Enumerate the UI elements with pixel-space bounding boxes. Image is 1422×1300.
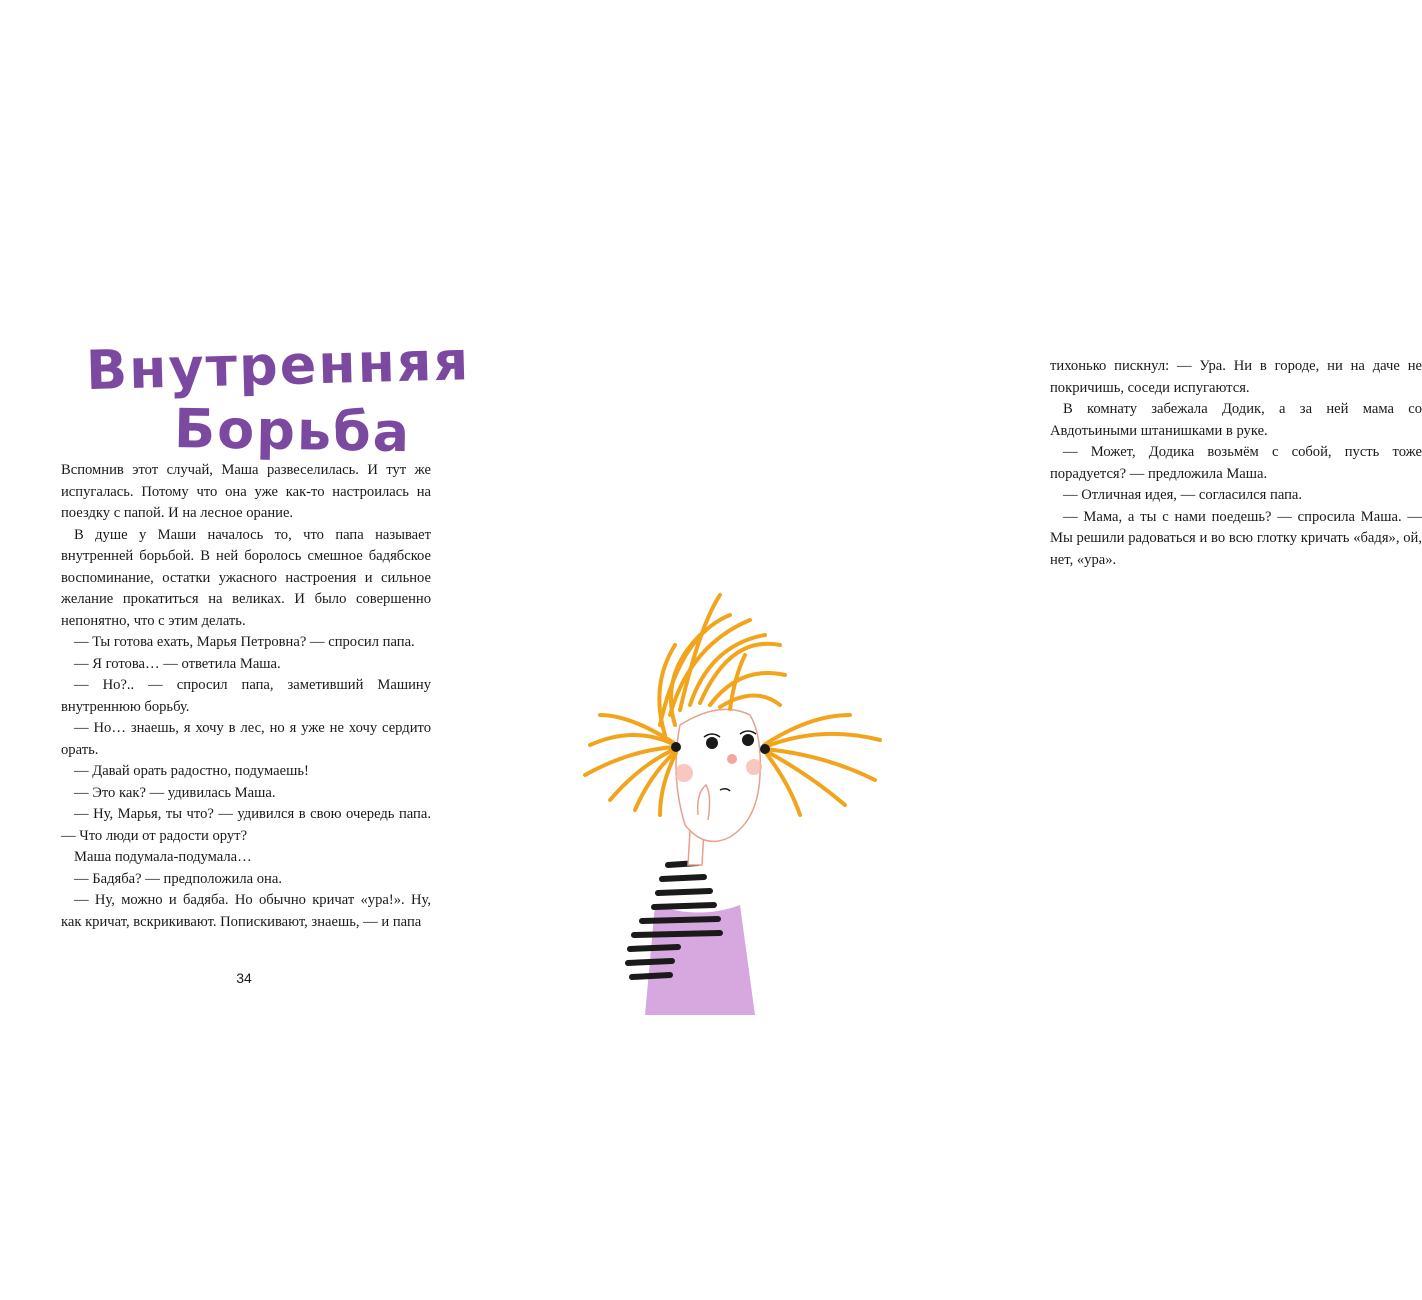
paragraph: — Я готова… — ответила Маша. xyxy=(74,655,281,672)
left-page xyxy=(0,0,500,1300)
left-page-text xyxy=(61,460,431,933)
paragraph: — Но… знаешь, я хочу в лес, но я уже не хочу сердито орать. xyxy=(61,720,431,758)
paragraph: В комнату забежала Додик, а за ней мама со Авдотьиными штанишками в руке. xyxy=(1050,401,1422,439)
page-number: 34 xyxy=(236,970,252,986)
paragraph: — Отличная идея, — согласился папа. xyxy=(1063,487,1303,503)
paragraph: В душе у Маши началось то, что папа называет внутренней борьбой. В ней боролось смешное бадябское воспоминание, остатки ужасного настроения и сильное желание прокатиться на великах. И было совершенно непонятно, что с этим делать. xyxy=(61,526,431,629)
chapter-title-line1: Внутренняя xyxy=(85,329,471,403)
girl-illustration-icon xyxy=(580,575,890,1015)
paragraph: — Давай орать радостно, подумаешь! xyxy=(74,763,309,779)
paragraph: Маша подумала-подумала… xyxy=(74,849,252,865)
paragraph: — Может, Додика возьмём с собой, пусть тоже порадуется? — предложила Маша. xyxy=(1050,444,1422,482)
chapter-title-line2: Борьба xyxy=(173,396,412,465)
right-page-text xyxy=(1050,356,1422,571)
paragraph: — Ну, Марья, ты что? — удивился в свою очередь папа. — Что люди от радости орут? xyxy=(61,806,431,844)
paragraph: — Ну, можно и бадяба. Но обычно кричат «ура!». Ну, как кричат, вскрикивают. Попискивают, знаешь, — и папа xyxy=(61,892,431,930)
paragraph: — Ты готова ехать, Марья Петровна? — спросил папа. xyxy=(74,634,415,650)
paragraph: — Бадяба? — предположила она. xyxy=(74,870,282,887)
paragraph: — Это как? — удивилась Маша. xyxy=(74,784,276,801)
paragraph: тихонько пискнул: — Ура. Ни в городе, ни на даче не покричишь, соседи испугаются. xyxy=(1050,358,1422,396)
paragraph: Вспомнив этот случай, Маша развеселилась. И тут же испугалась. Потому что она уже как-то настроилась на поездку с папой. И на лесное орание. xyxy=(61,462,431,521)
paragraph: — Мама, а ты с нами поедешь? — спросила Маша. — Мы решили радоваться и во всю глотку кричать «бадя», ой, нет, «ура». xyxy=(1050,508,1422,568)
chapter-title xyxy=(85,329,471,465)
paragraph: — Но?.. — спросил папа, заметивший Машину внутреннюю борьбу. xyxy=(61,677,431,715)
